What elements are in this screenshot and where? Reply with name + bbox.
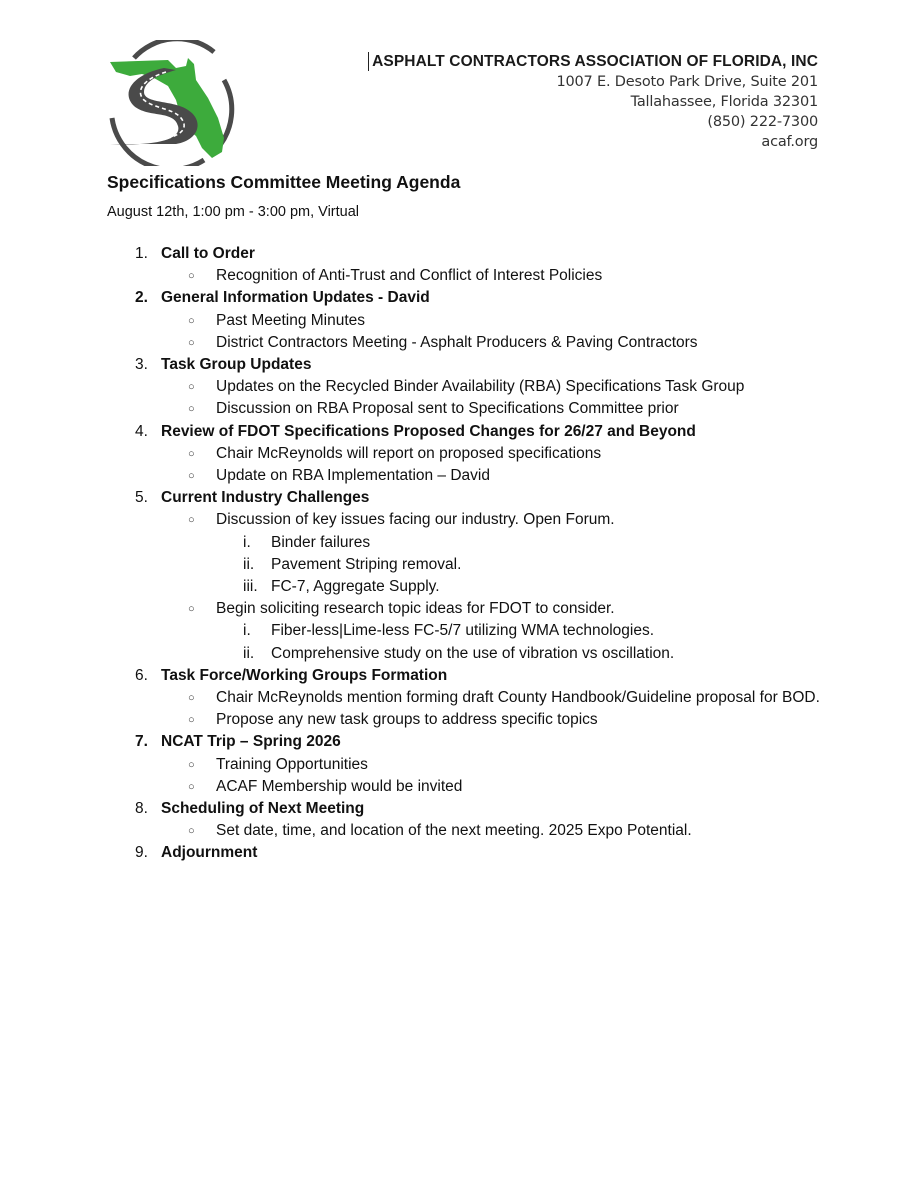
agenda-subitem (135, 754, 835, 776)
agenda-subitem (135, 709, 835, 731)
roman-numeral-marker: i. (243, 533, 251, 551)
agenda-item-number: 8. (135, 800, 148, 818)
agenda-subsubitem-text: Pavement Striping removal. (271, 555, 462, 573)
agenda-subsubitem (135, 576, 835, 598)
address-line-2: Tallahassee, Florida 32301 (630, 94, 818, 110)
agenda-subitem-text: Discussion on RBA Proposal sent to Specifications Committee prior (216, 400, 679, 418)
agenda-item (135, 731, 835, 753)
organization-name: ASPHALT CONTRACTORS ASSOCIATION OF FLORIDA, INC (372, 52, 818, 72)
agenda-subitem (135, 820, 835, 842)
roman-numeral-marker: ii. (243, 555, 255, 573)
hollow-bullet-icon: ○ (188, 692, 195, 705)
phone-number: (850) 222-7300 (707, 114, 818, 130)
agenda-subitem (135, 398, 835, 420)
agenda-item-number: 2. (135, 289, 148, 307)
agenda-subitem (135, 776, 835, 798)
agenda-subsubitem-text: Binder failures (271, 533, 371, 551)
agenda-item-title: Adjournment (161, 844, 258, 862)
agenda-subitem-text: Set date, time, and location of the next meeting. 2025 Expo Potential. (216, 822, 692, 840)
agenda-subsubitem-text: Fiber-less|Lime-less FC-5/7 utilizing WMA technologies. (271, 622, 655, 640)
agenda-item-title: Task Group Updates (161, 356, 312, 374)
agenda-item-number: 5. (135, 489, 148, 507)
agenda-subitem (135, 598, 835, 620)
agenda-item (135, 842, 835, 864)
hollow-bullet-icon: ○ (188, 336, 195, 349)
agenda-subitem-text: ACAF Membership would be invited (216, 777, 463, 795)
hollow-bullet-icon: ○ (188, 447, 195, 460)
hollow-bullet-icon: ○ (188, 780, 195, 793)
hollow-bullet-icon: ○ (188, 714, 195, 727)
agenda-subitem (135, 376, 835, 398)
agenda-subitem-text: Begin soliciting research topic ideas for FDOT to consider. (216, 600, 615, 618)
hollow-bullet-icon: ○ (188, 270, 195, 283)
agenda-item-title: General Information Updates - David (161, 289, 430, 307)
roman-numeral-marker: iii. (243, 578, 258, 596)
agenda-item-title: Call to Order (161, 245, 255, 262)
agenda-item-title: Review of FDOT Specifications Proposed Changes for 26/27 and Beyond (161, 422, 696, 440)
agenda-subitem (135, 443, 835, 465)
agenda-item (135, 487, 835, 509)
hollow-bullet-icon: ○ (188, 514, 195, 527)
agenda-subsubitem (135, 554, 835, 576)
hollow-bullet-icon: ○ (188, 758, 195, 771)
agenda-item-title: Scheduling of Next Meeting (161, 800, 365, 818)
agenda-subitem (135, 265, 835, 287)
text-cursor (368, 52, 369, 71)
hollow-bullet-icon: ○ (188, 825, 195, 838)
agenda-subitem-text: Past Meeting Minutes (216, 311, 366, 329)
agenda-subitem-text: Updates on the Recycled Binder Availability (RBA) Specifications Task Group (216, 378, 745, 396)
agenda-subitem-text: Recognition of Anti-Trust and Conflict of Interest Policies (216, 267, 603, 285)
agenda-item (135, 798, 835, 820)
agenda-subitem-text: Chair McReynolds will report on proposed specifications (216, 444, 602, 462)
agenda-subitem (135, 687, 835, 709)
agenda-item-number: 1. (135, 245, 148, 262)
agenda-subitem-text: Propose any new task groups to address specific topics (216, 711, 598, 729)
address-line-1: 1007 E. Desoto Park Drive, Suite 201 (556, 74, 818, 90)
document-title: Specifications Committee Meeting Agenda (107, 172, 461, 192)
agenda-item-number: 3. (135, 356, 148, 374)
agenda-item-title: NCAT Trip – Spring 2026 (161, 733, 341, 751)
agenda-subsubitem (135, 643, 835, 665)
hollow-bullet-icon: ○ (188, 603, 195, 616)
agenda-item-number: 9. (135, 844, 148, 862)
agenda-subitem-text: Training Opportunities (216, 755, 368, 773)
agenda-item-title: Current Industry Challenges (161, 489, 370, 507)
agenda-subitem (135, 465, 835, 487)
agenda-item (135, 421, 835, 443)
agenda-subitem (135, 509, 835, 531)
hollow-bullet-icon: ○ (188, 381, 195, 394)
agenda-subsubitem-text: Comprehensive study on the use of vibration vs oscillation. (271, 644, 675, 662)
hollow-bullet-icon: ○ (188, 314, 195, 327)
hollow-bullet-icon: ○ (188, 403, 195, 416)
agenda-item-number: 4. (135, 422, 148, 440)
acaf-logo-icon (104, 40, 240, 166)
agenda-item (135, 354, 835, 376)
agenda-subitem (135, 310, 835, 332)
roman-numeral-marker: i. (243, 622, 251, 640)
organization-header (372, 52, 818, 152)
agenda-item-title: Task Force/Working Groups Formation (161, 666, 448, 684)
agenda-item-number: 7. (135, 733, 148, 751)
agenda-subitem-text: Update on RBA Implementation – David (216, 467, 490, 485)
hollow-bullet-icon: ○ (188, 470, 195, 483)
agenda-subitem-text: District Contractors Meeting - Asphalt Producers & Paving Contractors (216, 333, 698, 351)
agenda-list (135, 243, 835, 865)
agenda-subsubitem-text: FC-7, Aggregate Supply. (271, 578, 440, 596)
agenda-item (135, 243, 835, 265)
agenda-subsubitem (135, 532, 835, 554)
agenda-subitem-text: Chair McReynolds mention forming draft County Handbook/Guideline proposal for BOD. (216, 689, 820, 707)
agenda-item (135, 287, 835, 309)
agenda-subsubitem (135, 620, 835, 642)
roman-numeral-marker: ii. (243, 644, 255, 662)
website: acaf.org (761, 134, 818, 150)
agenda-subitem (135, 332, 835, 354)
agenda-item-number: 6. (135, 666, 148, 684)
meeting-details: August 12th, 1:00 pm - 3:00 pm, Virtual (107, 204, 360, 220)
agenda-subitem-text: Discussion of key issues facing our industry. Open Forum. (216, 511, 615, 529)
agenda-item (135, 665, 835, 687)
